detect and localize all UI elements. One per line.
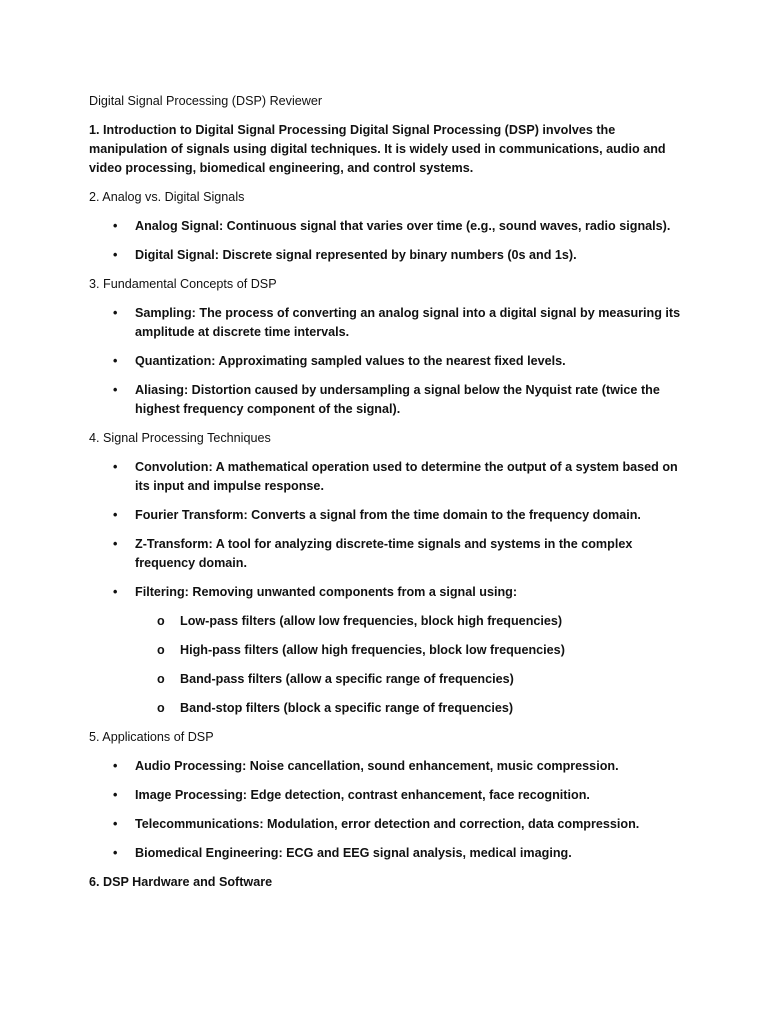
sub-list-item-text: Low-pass filters (allow low frequencies, block high frequencies) bbox=[180, 614, 563, 628]
list-item-text: Fourier Transform: Converts a signal from the time domain to the frequency domain. bbox=[135, 508, 641, 522]
document-title: Digital Signal Processing (DSP) Reviewer bbox=[89, 94, 323, 108]
sub-list-item bbox=[89, 699, 689, 718]
sub-list-item-text: Band-stop filters (block a specific range of frequencies) bbox=[180, 701, 514, 715]
list-item-text: Sampling: The process of converting an analog signal into a digital signal by measuring its amplitude at discrete time intervals. bbox=[135, 306, 681, 339]
list-item-text: Digital Signal: Discrete signal represented by binary numbers (0s and 1s). bbox=[135, 248, 577, 262]
bullet-marker: • bbox=[113, 460, 118, 474]
section-heading: 6. DSP Hardware and Software bbox=[89, 875, 273, 889]
sub-list-item bbox=[89, 641, 689, 660]
bullet-list bbox=[89, 304, 689, 419]
document-body bbox=[89, 92, 689, 902]
bullet-marker: • bbox=[113, 788, 118, 802]
list-item bbox=[89, 381, 689, 419]
list-item-text: Quantization: Approximating sampled values to the nearest fixed levels. bbox=[135, 354, 566, 368]
list-item bbox=[89, 815, 689, 834]
sections-container bbox=[89, 188, 689, 892]
list-item-text: Telecommunications: Modulation, error detection and correction, data compression. bbox=[135, 817, 640, 831]
bullet-marker: • bbox=[113, 508, 118, 522]
bullet-marker: • bbox=[113, 219, 118, 233]
list-item-text: Filtering: Removing unwanted components from a signal using: bbox=[135, 585, 518, 599]
bullet-marker: • bbox=[113, 817, 118, 831]
list-item bbox=[89, 844, 689, 863]
list-item bbox=[89, 458, 689, 496]
sub-bullet-marker: o bbox=[157, 701, 165, 715]
list-item bbox=[89, 506, 689, 525]
bullet-list bbox=[89, 217, 689, 265]
section-heading: 4. Signal Processing Techniques bbox=[89, 431, 271, 445]
list-item bbox=[89, 246, 689, 265]
bullet-marker: • bbox=[113, 306, 118, 320]
list-item-text: Convolution: A mathematical operation used to determine the output of a system based on its input and impulse response. bbox=[135, 460, 678, 493]
section-heading: 2. Analog vs. Digital Signals bbox=[89, 190, 245, 204]
sub-list-item bbox=[89, 612, 689, 631]
list-item bbox=[89, 352, 689, 371]
bullet-list bbox=[89, 458, 689, 718]
bullet-marker: • bbox=[113, 846, 118, 860]
bullet-marker: • bbox=[113, 537, 118, 551]
list-item bbox=[89, 786, 689, 805]
list-item-text: Image Processing: Edge detection, contrast enhancement, face recognition. bbox=[135, 788, 590, 802]
sub-list-item-text: Band-pass filters (allow a specific range of frequencies) bbox=[180, 672, 514, 686]
sub-bullet-marker: o bbox=[157, 614, 165, 628]
bullet-marker: • bbox=[113, 383, 118, 397]
list-item-text: Audio Processing: Noise cancellation, sound enhancement, music compression. bbox=[135, 759, 619, 773]
list-item bbox=[89, 217, 689, 236]
sub-list-item bbox=[89, 670, 689, 689]
section-heading: 3. Fundamental Concepts of DSP bbox=[89, 277, 277, 291]
bullet-marker: • bbox=[113, 248, 118, 262]
bullet-marker: • bbox=[113, 585, 118, 599]
bullet-marker: • bbox=[113, 759, 118, 773]
list-item bbox=[89, 304, 689, 342]
list-item-text: Analog Signal: Continuous signal that varies over time (e.g., sound waves, radio signals). bbox=[135, 219, 671, 233]
list-item-text: Z-Transform: A tool for analyzing discrete-time signals and systems in the complex frequency domain. bbox=[135, 537, 633, 570]
list-item bbox=[89, 583, 689, 602]
sub-bullet-marker: o bbox=[157, 643, 165, 657]
sub-bullet-marker: o bbox=[157, 672, 165, 686]
bullet-list bbox=[89, 757, 689, 863]
section-heading: 5. Applications of DSP bbox=[89, 730, 214, 744]
list-item-text: Aliasing: Distortion caused by undersampling a signal below the Nyquist rate (twice the highest frequency component of the signal). bbox=[135, 383, 660, 416]
list-item-text: Biomedical Engineering: ECG and EEG signal analysis, medical imaging. bbox=[135, 846, 572, 860]
sub-list-item-text: High-pass filters (allow high frequencies, block low frequencies) bbox=[180, 643, 565, 657]
list-item bbox=[89, 757, 689, 776]
bullet-marker: • bbox=[113, 354, 118, 368]
intro-paragraph: 1. Introduction to Digital Signal Processing Digital Signal Processing (DSP) involves the manipulation of signals using digital techniques. It is widely used in communications, audio and video processing, biomedical engineering, and control systems. bbox=[89, 123, 666, 175]
list-item bbox=[89, 535, 689, 573]
